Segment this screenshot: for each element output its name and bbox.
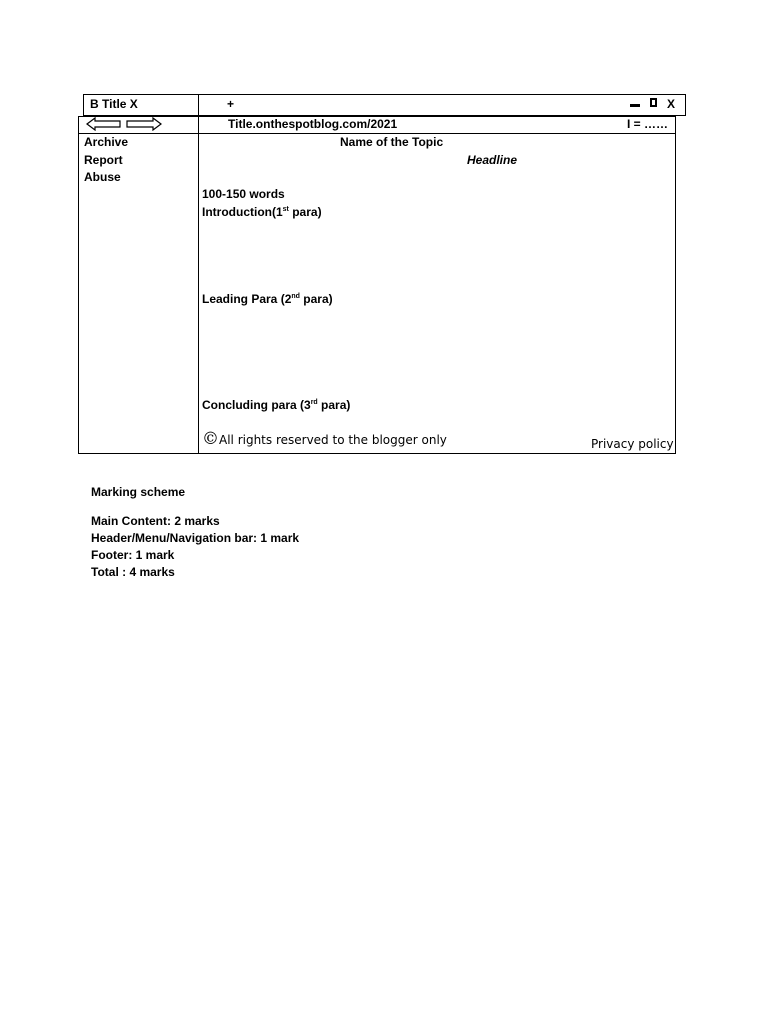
forward-arrow-icon[interactable] [127, 118, 161, 130]
url-text[interactable]: Title.onthespotblog.com/2021 [228, 117, 398, 131]
new-tab-button[interactable]: + [227, 97, 235, 111]
marking-line: Main Content: 2 marks [91, 514, 220, 528]
concluding-paragraph-label: Concluding para (3rd para) [202, 398, 351, 412]
browser-tab-bar [83, 94, 686, 116]
leading-paragraph-label: Leading Para (2nd para) [202, 292, 333, 306]
privacy-policy-link[interactable]: Privacy policy [591, 437, 674, 451]
word-count: 100-150 words [202, 187, 285, 201]
close-window-button[interactable]: X [667, 97, 676, 111]
copyright-icon: © [202, 429, 219, 449]
topic-title: Name of the Topic [340, 135, 444, 149]
back-arrow-icon[interactable] [87, 118, 120, 130]
headline: Headline [467, 153, 518, 167]
marking-scheme-title: Marking scheme [91, 485, 186, 499]
tab-divider [198, 94, 199, 116]
minimize-icon[interactable] [630, 104, 640, 107]
sidebar-divider [198, 133, 199, 454]
sidebar-item-report[interactable]: Report [84, 153, 123, 167]
marking-line: Footer: 1 mark [91, 548, 175, 562]
nav-divider [198, 116, 199, 134]
maximize-icon[interactable] [650, 98, 657, 107]
copyright-text: All rights reserved to the blogger only [219, 433, 447, 447]
sidebar-item-abuse[interactable]: Abuse [84, 170, 121, 184]
sidebar-item-archive[interactable]: Archive [84, 135, 129, 149]
toolbar-extra[interactable]: I = …… [627, 117, 669, 131]
url-underline [198, 133, 533, 134]
marking-line: Header/Menu/Navigation bar: 1 mark [91, 531, 300, 545]
page-content-area [78, 133, 676, 454]
intro-paragraph-label: Introduction(1st para) [202, 205, 322, 219]
browser-tab-title[interactable]: B Title X [90, 97, 138, 111]
nav-arrows [86, 117, 162, 131]
marking-line: Total : 4 marks [91, 565, 175, 579]
copyright-footer [202, 430, 447, 449]
